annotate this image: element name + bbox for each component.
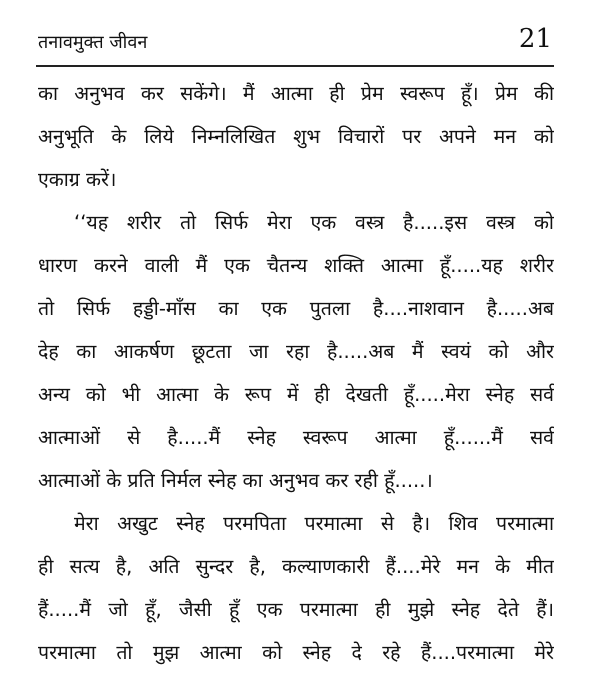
running-title: तनावमुक्त जीवन — [38, 32, 148, 53]
text-line: आत्माओं से है.....मैं स्नेह स्वरूप आत्मा हूँ......मैं सर्व — [38, 426, 554, 449]
page-header — [38, 22, 552, 62]
text-line: अन्य को भी आत्मा के रूप में ही देखती हूँ.....मेरा स्नेह सर्व — [38, 383, 554, 406]
text-line: अनुभूति के लिये निम्नलिखित शुभ विचारों पर अपने मन को — [38, 125, 554, 148]
text-line: तो सिर्फ हड्डी-माँस का एक पुतला है....नाशवान है.....अब — [38, 297, 554, 320]
text-line: मेरा अखुट स्नेह परमपिता परमात्मा से है। शिव परमात्मा — [74, 512, 554, 535]
text-line: धारण करने वाली मैं एक चैतन्य शक्ति आत्मा हूँ.....यह शरीर — [38, 254, 554, 277]
text-line: ‘‘यह शरीर तो सिर्फ मेरा एक वस्त्र है.....इस वस्त्र को — [74, 211, 554, 234]
text-line: परमात्मा तो मुझ आत्मा को स्नेह दे रहे हैं....परमात्मा मेरे — [38, 641, 554, 664]
header-rule — [36, 65, 554, 67]
text-line: का अनुभव कर सकेंगे। मैं आत्मा ही प्रेम स्वरूप हूँ। प्रेम की — [38, 82, 554, 105]
page-number: 21 — [518, 24, 552, 54]
text-line: आत्माओं के प्रति निर्मल स्नेह का अनुभव कर रही हूँ.....। — [38, 469, 433, 492]
text-line: देह का आकर्षण छूटता जा रहा है.....अब मैं स्वयं को और — [38, 340, 554, 363]
text-line: ही सत्य है, अति सुन्दर है, कल्याणकारी हैं....मेरे मन के मीत — [38, 555, 554, 578]
body-text — [38, 72, 554, 674]
text-line: एकाग्र करें। — [38, 168, 117, 191]
text-line: हैं.....मैं जो हूँ, जैसी हूँ एक परमात्मा ही मुझे स्नेह देते हैं। — [38, 598, 554, 621]
